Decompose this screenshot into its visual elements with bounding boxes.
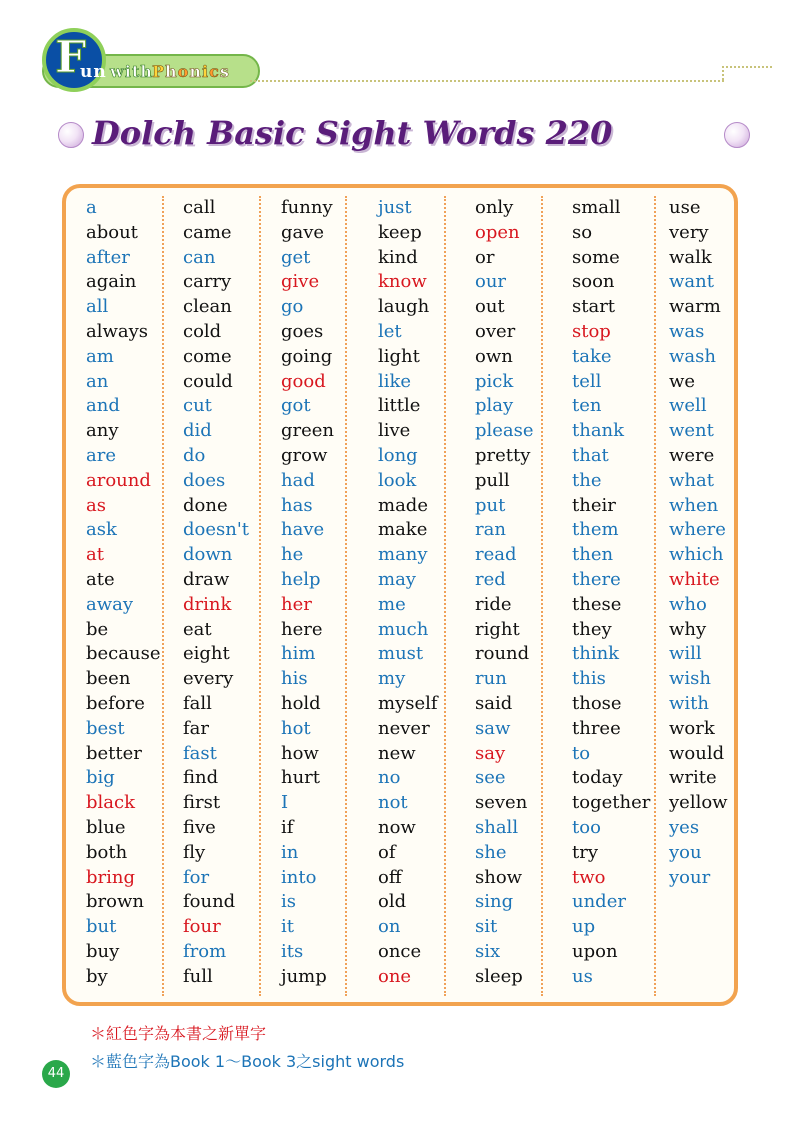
legend-red-note: ＊紅色字為本書之新單字	[90, 1024, 267, 1043]
sight-word: about	[86, 221, 138, 243]
sight-word: every	[183, 668, 234, 690]
sight-word: pull	[475, 469, 510, 491]
sight-word: done	[183, 494, 228, 516]
sight-word: kind	[378, 246, 418, 268]
word-column-4	[378, 196, 446, 996]
fun-with-phonics-logo	[28, 24, 258, 96]
sight-word: an	[86, 370, 109, 392]
sight-word: down	[183, 544, 233, 566]
sight-word: from	[183, 940, 227, 962]
word-column-2	[183, 196, 261, 996]
sight-word: soon	[572, 271, 615, 293]
bubble-right-icon	[724, 122, 750, 148]
sight-word: look	[378, 469, 417, 491]
sight-word: not	[378, 792, 408, 814]
sight-word: at	[86, 544, 104, 566]
sight-word: around	[86, 469, 151, 491]
sight-word: us	[572, 965, 593, 987]
sight-word: too	[572, 816, 601, 838]
sight-word: together	[572, 792, 651, 814]
logo-phonics-letter: P	[152, 62, 166, 81]
logo-phonics-letter: c	[209, 62, 220, 81]
sight-word: once	[378, 940, 422, 962]
sight-word: buy	[86, 940, 120, 962]
bubble-left-icon	[58, 122, 84, 148]
sight-word: it	[281, 916, 294, 938]
sight-word: keep	[378, 221, 422, 243]
sight-word: do	[183, 444, 206, 466]
sight-word: he	[281, 544, 304, 566]
sight-word: sit	[475, 916, 498, 938]
sight-word: see	[475, 767, 506, 789]
logo-phonics-letter: s	[219, 62, 230, 81]
sight-word: could	[183, 370, 233, 392]
sight-word: cold	[183, 320, 222, 342]
sight-word: am	[86, 345, 114, 367]
sight-word: read	[475, 544, 517, 566]
sight-word: shall	[475, 816, 519, 838]
sight-word: found	[183, 891, 236, 913]
header-dotted-line	[250, 80, 724, 82]
sight-word: give	[281, 271, 320, 293]
sight-word: far	[183, 717, 209, 739]
sight-word: all	[86, 296, 109, 318]
logo-phonics-letter: o	[177, 62, 190, 81]
sight-word: have	[281, 519, 325, 541]
word-column-3	[281, 196, 347, 996]
sight-word: under	[572, 891, 626, 913]
sight-word: carry	[183, 271, 232, 293]
sight-word: wish	[669, 668, 711, 690]
sight-word: hurt	[281, 767, 321, 789]
sight-word: never	[378, 717, 430, 739]
sight-word: only	[475, 197, 514, 218]
sight-word: has	[281, 494, 313, 516]
sight-word: warm	[669, 296, 721, 318]
sight-word: show	[475, 866, 523, 888]
page-title: Dolch Basic Sight Words 220	[92, 114, 613, 152]
sight-word: five	[183, 816, 216, 838]
sight-word: you	[669, 841, 702, 863]
sight-word: but	[86, 916, 117, 938]
sight-word: on	[378, 916, 401, 938]
sight-word: play	[475, 395, 514, 417]
sight-word: get	[281, 246, 311, 268]
sight-word: round	[475, 643, 530, 665]
sight-word: as	[86, 494, 106, 516]
sight-word: your	[669, 866, 711, 888]
sight-word: eight	[183, 643, 230, 665]
sight-word: is	[281, 891, 296, 913]
sight-word: does	[183, 469, 226, 491]
sight-word: big	[86, 767, 115, 789]
logo-phonics-letter: n	[189, 62, 202, 81]
sight-word: a	[86, 197, 97, 218]
sight-word: stop	[572, 320, 611, 342]
page-number-badge: 44	[42, 1060, 70, 1088]
sight-word: ask	[86, 519, 117, 541]
sight-word: ride	[475, 593, 512, 615]
sight-word: out	[475, 296, 505, 318]
sight-word: blue	[86, 816, 126, 838]
header-dotted-line-end	[722, 66, 772, 68]
sight-word: little	[378, 395, 421, 417]
sight-word: going	[281, 345, 333, 367]
sight-word: three	[572, 717, 621, 739]
logo-un-text: un	[80, 62, 107, 82]
sight-word: call	[183, 197, 216, 218]
sight-word: will	[669, 643, 702, 665]
word-column-5	[475, 196, 543, 996]
sight-word: full	[183, 965, 213, 987]
sight-word: tell	[572, 370, 602, 392]
sight-word: fall	[183, 692, 212, 714]
sight-word: both	[86, 841, 128, 863]
sight-word: for	[183, 866, 210, 888]
sight-word: fast	[183, 742, 217, 764]
logo-with-text: with	[110, 62, 153, 81]
sight-word: go	[281, 296, 304, 318]
sight-word: bring	[86, 866, 135, 888]
sight-word: saw	[475, 717, 511, 739]
header-dotted-line-step	[722, 66, 724, 80]
sight-word: good	[281, 370, 326, 392]
sight-word: which	[669, 544, 724, 566]
sight-word: my	[378, 668, 406, 690]
sight-word: pretty	[475, 444, 531, 466]
sight-word: yellow	[669, 792, 728, 814]
sight-word: better	[86, 742, 142, 764]
sight-word: make	[378, 519, 428, 541]
sight-word: when	[669, 494, 719, 516]
sight-word: myself	[378, 692, 438, 714]
sight-word: walk	[669, 246, 712, 268]
sight-word: off	[378, 866, 402, 888]
sight-word: grow	[281, 444, 328, 466]
sight-word: been	[86, 668, 131, 690]
sight-word: made	[378, 494, 428, 516]
sight-word: over	[475, 320, 516, 342]
sight-word: today	[572, 767, 623, 789]
sight-word: right	[475, 618, 520, 640]
sight-word: best	[86, 717, 125, 739]
sight-word: up	[572, 916, 596, 938]
sight-word: there	[572, 568, 621, 590]
sight-word: some	[572, 246, 620, 268]
sight-word: its	[281, 940, 304, 962]
sight-word: know	[378, 271, 427, 293]
sight-word: how	[281, 742, 319, 764]
sight-word: no	[378, 767, 401, 789]
sight-word: her	[281, 593, 312, 615]
sight-word: try	[572, 841, 599, 863]
sight-word: white	[669, 568, 720, 590]
sight-word: then	[572, 544, 614, 566]
logo-phonics-letter: i	[201, 62, 210, 81]
sight-word: his	[281, 668, 308, 690]
sight-word: very	[669, 221, 709, 243]
sight-word: open	[475, 221, 520, 243]
sight-word: black	[86, 792, 135, 814]
sight-word: ten	[572, 395, 602, 417]
sight-word: please	[475, 420, 534, 442]
sight-word: of	[378, 841, 396, 863]
sight-word: write	[669, 767, 717, 789]
sight-word: use	[669, 197, 701, 218]
sight-word: old	[378, 891, 407, 913]
sight-word: they	[572, 618, 612, 640]
sight-word: into	[281, 866, 317, 888]
sight-word: this	[572, 668, 606, 690]
word-column-6	[572, 196, 656, 996]
sight-word: after	[86, 246, 130, 268]
sight-word: fly	[183, 841, 206, 863]
sight-word: with	[669, 692, 709, 714]
sight-word: sing	[475, 891, 514, 913]
sight-word: eat	[183, 618, 212, 640]
sight-word: here	[281, 618, 323, 640]
sight-word: small	[572, 197, 621, 218]
sight-word: live	[378, 420, 411, 442]
sight-word: say	[475, 742, 506, 764]
sight-word: drink	[183, 593, 232, 615]
sight-word: work	[669, 717, 715, 739]
sight-word: brown	[86, 891, 144, 913]
sight-word: to	[572, 742, 591, 764]
sight-word: are	[86, 444, 116, 466]
sight-word: because	[86, 643, 161, 665]
sight-word: these	[572, 593, 622, 615]
sight-word: cut	[183, 395, 212, 417]
sight-word: think	[572, 643, 620, 665]
sight-word: our	[475, 271, 507, 293]
word-column-7	[669, 196, 733, 996]
sight-word: many	[378, 544, 428, 566]
sight-word: start	[572, 296, 616, 318]
sight-word: who	[669, 593, 707, 615]
sight-word: would	[669, 742, 725, 764]
sight-word: thank	[572, 420, 625, 442]
sight-word: she	[475, 841, 507, 863]
sight-word: seven	[475, 792, 528, 814]
sight-word: why	[669, 618, 707, 640]
sight-word: went	[669, 420, 714, 442]
sight-word: red	[475, 568, 506, 590]
sight-word: put	[475, 494, 506, 516]
sight-word: long	[378, 444, 418, 466]
sight-word: like	[378, 370, 412, 392]
sight-word: two	[572, 866, 606, 888]
sight-word: help	[281, 568, 321, 590]
sight-word: now	[378, 816, 416, 838]
sight-word: draw	[183, 568, 230, 590]
logo-big-letter: F	[55, 32, 87, 83]
sight-word: their	[572, 494, 616, 516]
sight-word: the	[572, 469, 602, 491]
sight-word: take	[572, 345, 612, 367]
sight-word: were	[669, 444, 715, 466]
sight-word: did	[183, 420, 212, 442]
sight-word: we	[669, 370, 696, 392]
sight-word: those	[572, 692, 622, 714]
sight-word: I	[281, 792, 289, 814]
sight-word: by	[86, 965, 108, 987]
sight-word: hot	[281, 717, 311, 739]
sight-word: first	[183, 792, 221, 814]
sight-word: new	[378, 742, 416, 764]
sight-word: may	[378, 568, 416, 590]
sight-word: doesn't	[183, 519, 250, 541]
sight-word: run	[475, 668, 507, 690]
logo-phonics-letter: h	[165, 62, 178, 81]
legend-blue-note: ＊藍色字為Book 1～Book 3之sight words	[90, 1052, 405, 1071]
sight-word: light	[378, 345, 420, 367]
sight-word: what	[669, 469, 714, 491]
sight-word: clean	[183, 296, 232, 318]
sight-word: me	[378, 593, 406, 615]
sight-word: again	[86, 271, 137, 293]
sight-word: own	[475, 345, 513, 367]
sight-word: wash	[669, 345, 716, 367]
sight-word: four	[183, 916, 221, 938]
sight-word: sleep	[475, 965, 523, 987]
sight-word: them	[572, 519, 619, 541]
sight-word: said	[475, 692, 513, 714]
sight-word: well	[669, 395, 707, 417]
sight-word: in	[281, 841, 299, 863]
sight-word: find	[183, 767, 219, 789]
sight-word: before	[86, 692, 145, 714]
sight-word: be	[86, 618, 109, 640]
sight-word: yes	[669, 816, 700, 838]
sight-word: him	[281, 643, 316, 665]
sight-word: can	[183, 246, 216, 268]
word-column-1	[86, 196, 164, 996]
sight-word: came	[183, 221, 232, 243]
sight-word: and	[86, 395, 120, 417]
sight-word: let	[378, 320, 402, 342]
sight-word: any	[86, 420, 119, 442]
sight-word: ran	[475, 519, 506, 541]
sight-word: one	[378, 965, 412, 987]
sight-word: that	[572, 444, 609, 466]
sight-word: want	[669, 271, 714, 293]
sight-word: upon	[572, 940, 618, 962]
sight-word: six	[475, 940, 501, 962]
sight-word: come	[183, 345, 232, 367]
sight-word: gave	[281, 221, 325, 243]
sight-word: was	[669, 320, 705, 342]
logo-phonics-text	[152, 62, 230, 81]
sight-word: pick	[475, 370, 514, 392]
sight-word: always	[86, 320, 149, 342]
sight-word: or	[475, 246, 495, 268]
sight-word: ate	[86, 568, 115, 590]
sight-word: hold	[281, 692, 321, 714]
sight-word: green	[281, 420, 335, 442]
sight-word: must	[378, 643, 424, 665]
sight-word: funny	[281, 197, 333, 218]
sight-word: where	[669, 519, 726, 541]
sight-word: so	[572, 221, 593, 243]
sight-word: got	[281, 395, 311, 417]
sight-word: just	[378, 197, 412, 218]
sight-word: if	[281, 816, 294, 838]
sight-word: much	[378, 618, 429, 640]
sight-word: away	[86, 593, 134, 615]
sight-word: jump	[281, 965, 327, 987]
sight-word: goes	[281, 320, 324, 342]
sight-word: laugh	[378, 296, 430, 318]
sight-word: had	[281, 469, 315, 491]
